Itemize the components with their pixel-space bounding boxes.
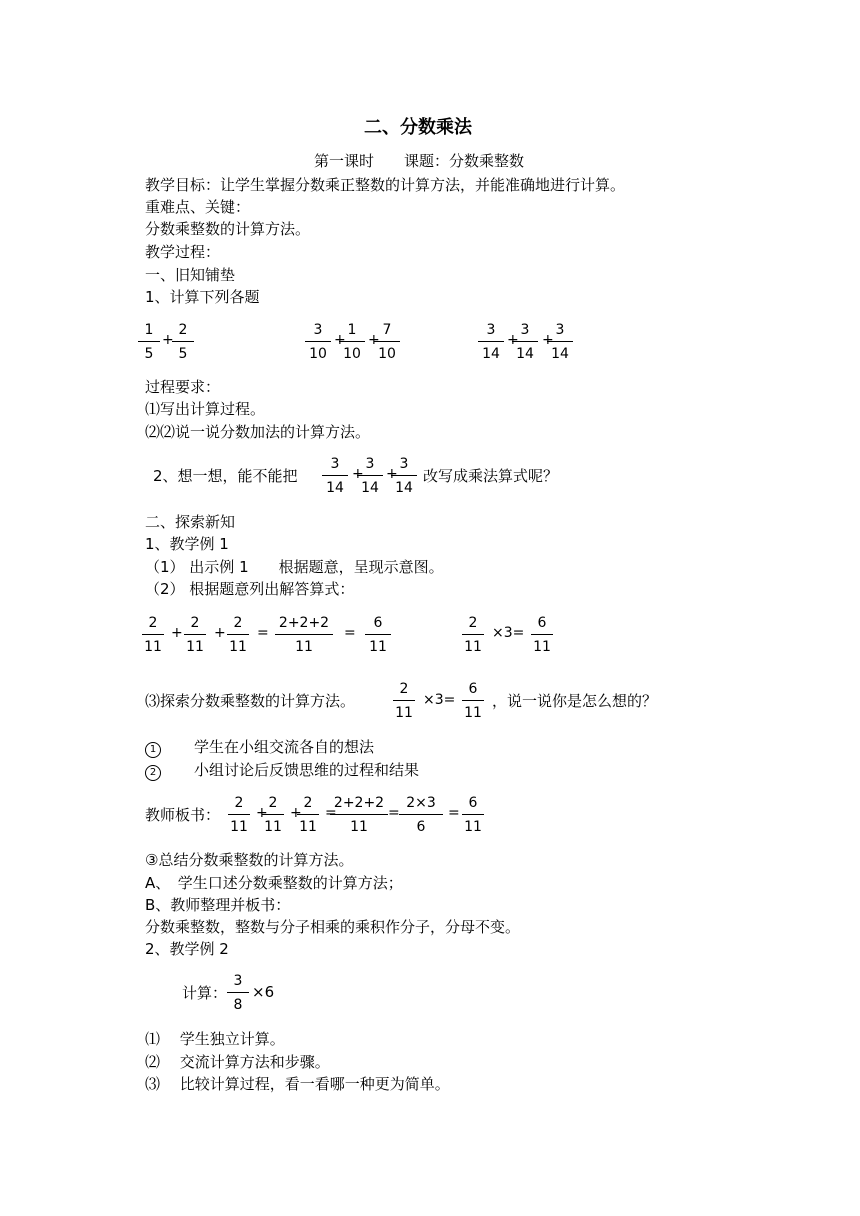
fraction: 3 14 [322, 456, 348, 496]
question-3-suffix: ，说一说你是怎么想的？ [492, 692, 658, 710]
step-2: 2 小组讨论后反馈思维的过程和结果 [145, 759, 419, 781]
plus-sign: + [352, 466, 364, 482]
fraction: 2×3 6 [399, 795, 443, 835]
plus-sign: + [290, 805, 302, 821]
circled-number: 2 [145, 765, 161, 781]
list-item: ⑴ 学生独立计算。 [145, 1030, 285, 1048]
equals-sign: = [388, 805, 400, 821]
question-3-prefix: ⑶探索分数乘整数的计算方法。 [145, 692, 356, 710]
summary-a: A、 学生口述分数乘整数的计算方法； [145, 874, 403, 892]
key-heading: 重难点、关键： [145, 198, 251, 216]
fraction: 3 14 [478, 322, 504, 362]
subtitle: 第一课时 课题：分数乘整数 [314, 152, 525, 170]
fraction: 3 14 [357, 456, 383, 496]
process-heading: 教学过程： [145, 243, 221, 261]
circled-number: 1 [145, 742, 161, 758]
key-text: 分数乘整数的计算方法。 [145, 220, 311, 238]
question-1: 1、计算下列各题 [145, 288, 260, 306]
fraction: 3 14 [512, 322, 538, 362]
fraction: 7 10 [374, 322, 400, 362]
fraction: 3 14 [547, 322, 573, 362]
fraction: 2 5 [172, 322, 194, 362]
plus-sign: + [171, 625, 183, 641]
fraction: 3 8 [227, 973, 249, 1013]
equals-sign: = [448, 805, 460, 821]
step-1: 1 学生在小组交流各自的想法 [145, 736, 374, 758]
fraction: 2+2+2 11 [330, 795, 388, 835]
list-item: ⑵ 交流计算方法和步骤。 [145, 1053, 330, 1071]
section-2-heading: 二、探索新知 [145, 513, 236, 531]
plus-sign: + [256, 805, 268, 821]
plus-sign: + [542, 332, 554, 348]
fraction: 6 11 [531, 615, 553, 655]
fraction: 2 11 [184, 615, 206, 655]
board-label: 教师板书： [145, 806, 221, 824]
example-1-step-2: （2） 根据题意列出解答算式： [145, 580, 355, 598]
question-2-suffix: 改写成乘法算式呢？ [423, 467, 559, 485]
multiply-expression: ×3= [423, 692, 456, 708]
plus-sign: + [162, 332, 174, 348]
multiply-expression: ×6 [252, 983, 275, 1001]
summary-b: B、教师整理并板书： [145, 896, 291, 914]
requirements-heading: 过程要求： [145, 378, 221, 396]
list-item: ⑶ 比较计算过程，看一看哪一种更为简单。 [145, 1075, 450, 1093]
fraction: 3 14 [391, 456, 417, 496]
page-title: 二、分数乘法 [364, 117, 472, 138]
equals-sign: = [325, 805, 337, 821]
section-1-heading: 一、旧知铺垫 [145, 266, 236, 284]
calc-label: 计算： [182, 984, 228, 1002]
fraction: 6 11 [462, 681, 484, 721]
plus-sign: + [368, 332, 380, 348]
equals-sign: = [257, 625, 269, 641]
plus-sign: + [214, 625, 226, 641]
plus-sign: + [334, 332, 346, 348]
fraction: 3 10 [305, 322, 331, 362]
fraction: 2 11 [462, 615, 484, 655]
fraction: 2 11 [228, 795, 250, 835]
requirement-1: ⑴写出计算过程。 [145, 400, 266, 418]
fraction: 2 11 [262, 795, 284, 835]
question-2-prefix: 2、想一想，能不能把 [153, 467, 298, 485]
fraction: 2 11 [227, 615, 249, 655]
fraction: 2 11 [142, 615, 164, 655]
fraction: 1 5 [138, 322, 160, 362]
plus-sign: + [386, 466, 398, 482]
fraction: 2+2+2 11 [275, 615, 333, 655]
fraction: 2 11 [297, 795, 319, 835]
equals-sign: = [344, 625, 356, 641]
summary-heading: ③总结分数乘整数的计算方法。 [145, 851, 354, 869]
fraction: 6 11 [365, 615, 391, 655]
example-2-heading: 2、教学例 2 [145, 940, 229, 958]
fraction: 1 10 [339, 322, 365, 362]
requirement-2: ⑵⑵说一说分数加法的计算方法。 [145, 423, 371, 441]
rule-text: 分数乘整数，整数与分子相乘的乘积作分子，分母不变。 [145, 918, 521, 936]
teaching-goal: 教学目标：让学生掌握分数乘正整数的计算方法，并能准确地进行计算。 [145, 176, 626, 194]
example-1-step-1: （1） 出示例 1 根据题意，呈现示意图。 [145, 558, 444, 576]
example-1-heading: 1、教学例 1 [145, 535, 229, 553]
fraction: 2 11 [393, 681, 415, 721]
plus-sign: + [507, 332, 519, 348]
multiply-expression: ×3= [492, 625, 525, 641]
fraction: 6 11 [462, 795, 484, 835]
